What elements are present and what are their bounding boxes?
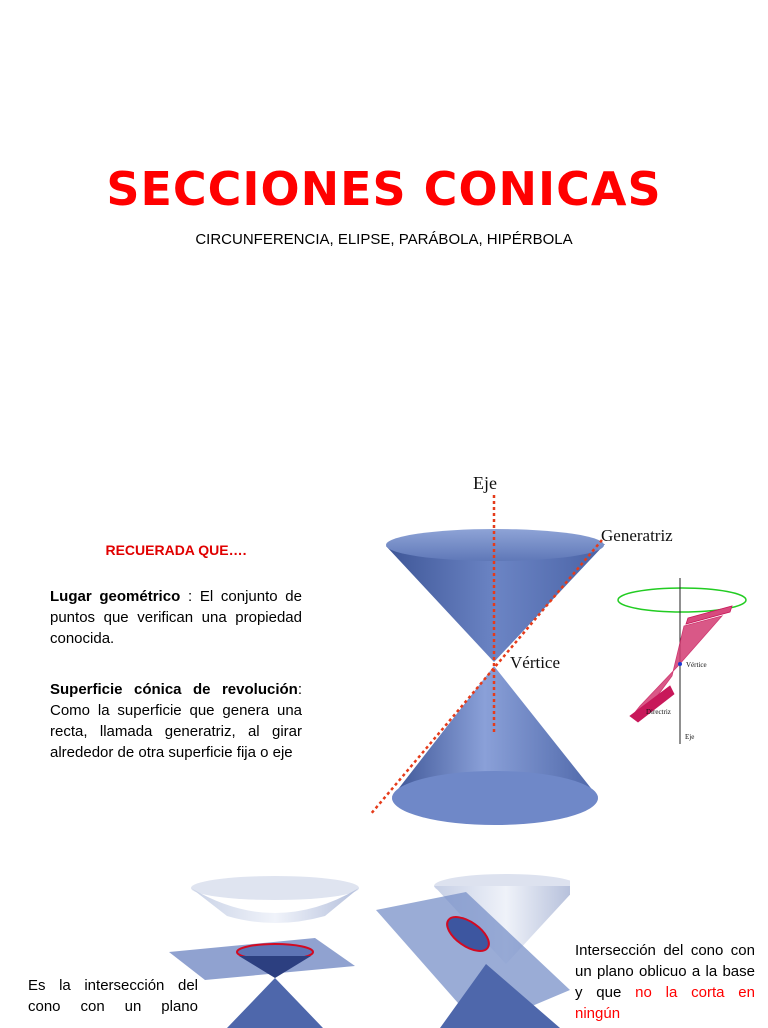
superficie-conica-definition: : Como la superficie que genera una recta, llamada generatriz, al girar alrededor de otra superficie fija o eje bbox=[50, 681, 302, 761]
small-vertex-label: Vértice bbox=[686, 661, 707, 669]
page-subtitle: CIRCUNFERENCIA, ELIPSE, PARÁBOLA, HIPÉRBOLA bbox=[195, 231, 573, 248]
lower-cone-base bbox=[392, 771, 598, 825]
pale-cone-top-rim bbox=[191, 876, 359, 900]
small-vertex-dot bbox=[678, 662, 682, 666]
vertex-label: Vértice bbox=[510, 653, 561, 672]
page-title: SECCIONES CONICAS bbox=[106, 162, 662, 216]
lugar-geometrico-definition: : El conjunto de puntos que verifican una propiedad conocida. bbox=[50, 588, 302, 647]
generatrix-label: Generatriz bbox=[601, 526, 673, 545]
circle-definition-text: Es la intersección del cono con un plano bbox=[28, 977, 198, 1015]
small-axis-label: Eje bbox=[685, 733, 695, 741]
parabola-definition-text bbox=[575, 940, 755, 1024]
parabola-definition-black: Intersección del cono con un plano oblicuo a la base y que bbox=[575, 942, 755, 1001]
ellipse-section-figure bbox=[370, 868, 570, 1028]
lower-cone-bottom-1 bbox=[227, 978, 323, 1028]
generating-line-figure bbox=[612, 576, 752, 746]
lugar-geometrico-term: Lugar geométrico bbox=[50, 588, 181, 605]
upper-cone bbox=[386, 544, 605, 662]
lugar-geometrico-paragraph bbox=[50, 586, 302, 649]
recuerda-heading: RECUERADA QUE…. bbox=[105, 542, 247, 558]
small-directrix-label: Directriz bbox=[646, 708, 671, 716]
parabola-definition-red: no la corta en ningún bbox=[575, 984, 755, 1022]
superficie-conica-paragraph bbox=[50, 679, 302, 763]
axis-label: Eje bbox=[473, 473, 497, 493]
superficie-conica-term: Superficie cónica de revolución bbox=[50, 681, 298, 698]
